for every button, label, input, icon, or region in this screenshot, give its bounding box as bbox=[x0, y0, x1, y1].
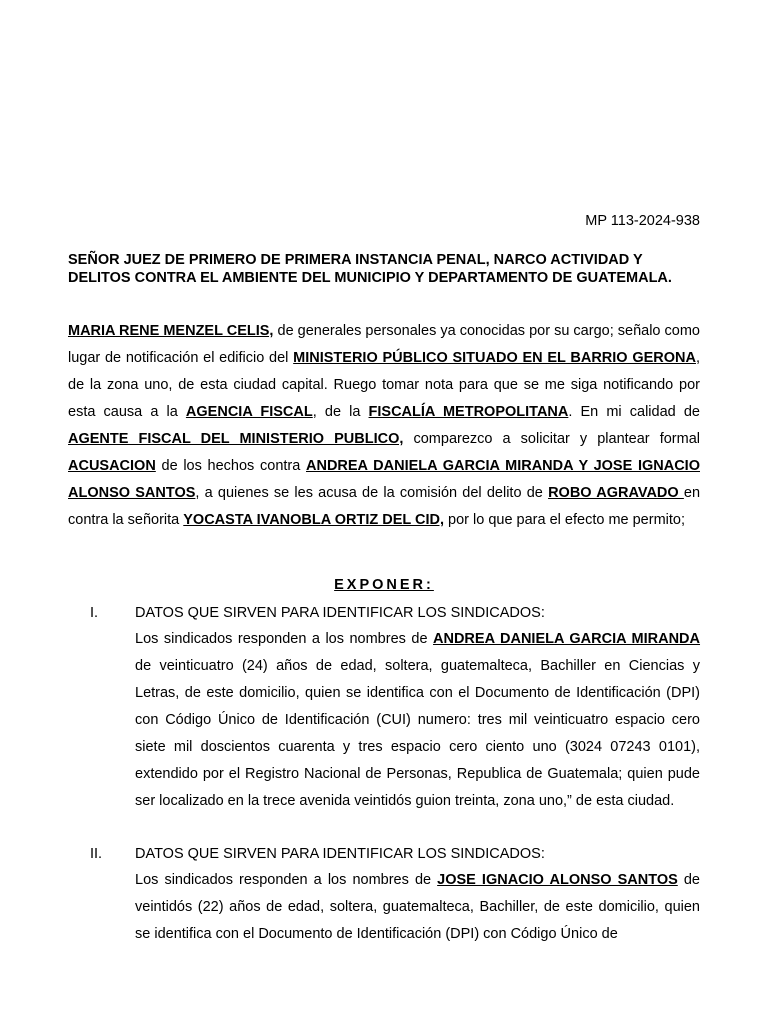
section-number: II. bbox=[90, 846, 103, 862]
intro-text: , de la bbox=[312, 404, 369, 420]
section-text: de veintidós (22) años de edad, soltera, guatemalteca, Bachiller, de este domicilio, quien se identifica con el Documento de Identificación (DPI) con Código Único de bbox=[135, 872, 700, 942]
section-text: de veinticuatro (24) años de edad, soltera, guatemalteca, Bachiller en Ciencias y Letras, de este domicilio, quien se identifica con el Documento de Identificación (DPI) con Código Único de Identificación (CUI) numero: tres mil veinticuatro espacio cero siete mil doscientos cuarenta y tres espacio cero ciento uno (3024 07243 0101), extendido por el Registro Nacional de Personas, Republica de Guatemala; quien pude ser localizado en la trece avenida veintidós guion treinta, zona uno,” de esta ciudad. bbox=[135, 658, 700, 809]
section-title: DATOS QUE SIRVEN PARA IDENTIFICAR LOS SINDICADOS: bbox=[135, 846, 545, 862]
intro-paragraph bbox=[68, 318, 700, 534]
intro-text: , a quienes se les acusa de la comisión del delito de bbox=[195, 485, 549, 501]
prosecutor-role: AGENTE FISCAL DEL MINISTERIO PUBLICO, bbox=[68, 431, 404, 447]
fiscalia-name: FISCALÍA METROPOLITANA bbox=[368, 404, 569, 420]
victim-name: YOCASTA IVANOBLA ORTIZ DEL CID, bbox=[183, 512, 444, 528]
prosecutor-name: MARIA RENE MENZEL CELIS, bbox=[68, 323, 274, 339]
notification-location: MINISTERIO PÚBLICO SITUADO EN EL BARRIO GERONA bbox=[293, 350, 696, 366]
intro-text: de generales personales ya conocidas por su cargo; señalo como lugar de notificación el edificio del bbox=[68, 323, 700, 366]
exponer-heading: EXPONER: bbox=[334, 577, 434, 593]
section-number: I. bbox=[90, 605, 99, 621]
defendant-name: ANDREA DANIELA GARCIA MIRANDA bbox=[433, 631, 701, 647]
accused-names: ANDREA DANIELA GARCIA MIRANDA Y JOSE IGNACIO ALONSO SANTOS bbox=[68, 458, 700, 501]
addressee-heading: SEÑOR JUEZ DE PRIMERO DE PRIMERA INSTANCIA PENAL, NARCO ACTIVIDAD Y DELITOS CONTRA EL AMBIENTE DEL MUNICIPIO Y DEPARTAMENTO DE GUATEMALA. bbox=[68, 252, 672, 286]
action-type: ACUSACION bbox=[68, 458, 156, 474]
section-lead: Los sindicados responden a los nombres de bbox=[135, 631, 434, 647]
section-lead: Los sindicados responden a los nombres de bbox=[135, 872, 438, 888]
section-body bbox=[135, 867, 700, 948]
case-reference: MP 113-2024-938 bbox=[585, 213, 700, 229]
section-body bbox=[135, 626, 700, 815]
intro-text: , de la zona uno, de esta ciudad capital. Ruego tomar nota para que se me siga notificando por esta causa a la bbox=[68, 350, 700, 420]
defendant-name: JOSE IGNACIO ALONSO SANTOS bbox=[437, 872, 678, 888]
intro-text: por lo que para el efecto me permito; bbox=[444, 512, 685, 528]
intro-text: de los hechos contra bbox=[155, 458, 306, 474]
intro-text: comparezco a solicitar y plantear formal bbox=[403, 431, 700, 447]
crime-name: ROBO AGRAVADO bbox=[548, 485, 684, 501]
section-title: DATOS QUE SIRVEN PARA IDENTIFICAR LOS SINDICADOS: bbox=[135, 605, 545, 621]
intro-text: . En mi calidad de bbox=[568, 404, 700, 420]
intro-text: en contra la señorita bbox=[68, 485, 701, 528]
agency-name: AGENCIA FISCAL bbox=[185, 404, 313, 420]
